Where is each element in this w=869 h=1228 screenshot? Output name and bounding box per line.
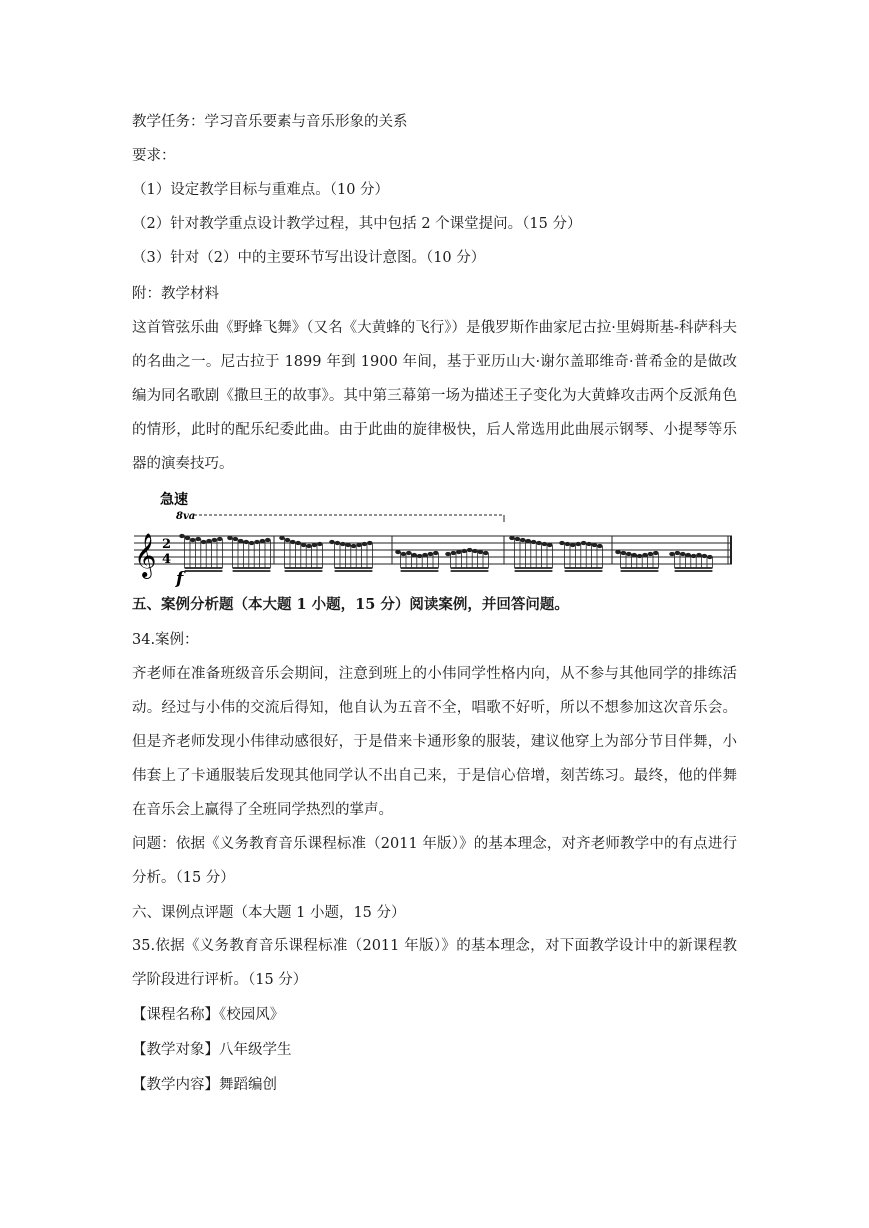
attachment-title: 附：教学材料	[132, 286, 219, 302]
note-head	[433, 551, 439, 555]
requirements-title: 要求：	[132, 148, 176, 164]
note-head	[217, 537, 223, 541]
note-head	[570, 543, 576, 547]
course-name: 【课程名称】《校园风》	[132, 1007, 285, 1023]
note-head	[461, 549, 467, 553]
note-head	[356, 543, 362, 547]
time-signature-top: 2	[162, 537, 172, 552]
note-head	[206, 539, 212, 543]
note-head	[279, 536, 285, 540]
note-head	[340, 542, 346, 546]
requirement-1: （1）设定教学目标与重难点。（10 分）	[132, 182, 390, 198]
note-head	[515, 537, 521, 541]
note-head	[696, 553, 702, 557]
question-34-label: 34.案例：	[132, 632, 199, 648]
ottava-marking: 8va	[176, 511, 196, 522]
note-head	[626, 552, 632, 556]
note-head	[190, 538, 196, 542]
note-head	[195, 537, 201, 541]
note-head	[680, 552, 686, 556]
note-head	[301, 543, 307, 547]
note-head	[520, 538, 526, 542]
note-head	[675, 551, 681, 555]
note-head	[401, 552, 407, 556]
course-target: 【教学对象】八年级学生	[132, 1042, 292, 1058]
note-head	[238, 539, 244, 543]
note-head	[367, 541, 373, 545]
requirement-2: （2）针对教学重点设计教学过程，其中包括 2 个课堂提问。（15 分）	[132, 216, 582, 232]
note-head	[559, 541, 565, 545]
note-head	[445, 552, 451, 556]
section-6-heading: 六、课例点评题（本大题 1 小题，15 分）	[132, 905, 406, 921]
note-head	[233, 537, 239, 541]
note-head	[335, 541, 341, 545]
note-head	[179, 534, 185, 538]
note-head	[472, 549, 478, 553]
note-head	[575, 542, 581, 546]
requirement-3: （3）针对（2）中的主要环节写出设计意图。（10 分）	[132, 250, 486, 266]
note-head	[406, 551, 412, 555]
note-head	[185, 536, 191, 540]
note-head	[451, 551, 457, 555]
note-head	[702, 554, 708, 558]
note-head	[467, 548, 473, 552]
dynamic-forte: f	[176, 569, 184, 588]
note-head	[290, 540, 296, 544]
question-35: 35.依据《义务教育音乐课程标准（2011 年版）》的基本理念，对下面教学设计中的新课程教学阶段进行评析。（15 分）	[132, 938, 737, 988]
note-groups	[179, 534, 712, 571]
material-paragraph: 这首管弦乐曲《野蜂飞舞》（又名《大黄蜂的飞行》）是俄罗斯作曲家尼古拉·里姆斯基-科萨科夫的名曲之一。尼古拉于 1899 年到 1900 年间，基于亚历山大·谢尔盖耶维奇·普希金的是做改编为同名歌剧《撒旦王的故事》。其中第三幕第一场为描述王子变化为大黄蜂攻击两个反派角色的情形，此时的配乐纪委此曲。由于此曲的旋律极快，后人常选用此曲展示钢琴、小提琴等乐器的演奏技巧。	[132, 320, 737, 472]
note-head	[653, 551, 659, 555]
note-head	[509, 536, 515, 540]
note-head	[542, 542, 548, 546]
note-head	[345, 543, 351, 547]
note-head	[536, 541, 542, 545]
note-head	[531, 540, 537, 544]
note-head	[317, 542, 323, 546]
note-head	[212, 538, 218, 542]
note-head	[243, 540, 249, 544]
note-head	[351, 544, 357, 548]
note-head	[581, 541, 587, 545]
time-signature-bottom: 4	[162, 552, 172, 567]
note-head	[637, 554, 643, 558]
note-head	[565, 542, 571, 546]
course-content: 【教学内容】舞蹈编创	[132, 1077, 277, 1093]
note-head	[597, 544, 603, 548]
note-head	[586, 542, 592, 546]
note-head	[260, 539, 266, 543]
note-head	[395, 550, 401, 554]
note-head	[201, 540, 207, 544]
teaching-task: 教学任务：学习音乐要素与音乐形象的关系	[132, 114, 408, 130]
note-head	[306, 544, 312, 548]
treble-clef-icon: 𝄞	[134, 533, 157, 577]
note-head	[478, 550, 484, 554]
note-head	[691, 554, 697, 558]
note-head	[642, 553, 648, 557]
note-head	[312, 543, 318, 547]
music-score	[132, 488, 737, 588]
note-head	[411, 553, 417, 557]
note-head	[422, 553, 428, 557]
note-head	[592, 543, 598, 547]
note-head	[615, 550, 621, 554]
note-head	[483, 551, 489, 555]
note-head	[329, 540, 335, 544]
note-head	[254, 540, 260, 544]
note-head	[417, 554, 423, 558]
note-head	[285, 538, 291, 542]
note-head	[547, 543, 553, 547]
tempo-marking: 急速	[160, 492, 188, 508]
note-head	[265, 538, 271, 542]
note-head	[227, 536, 233, 540]
note-head	[631, 553, 637, 557]
note-head	[648, 552, 654, 556]
section-5-heading: 五、案例分析题（本大题 1 小题，15 分）阅读案例，并回答问题。	[132, 596, 569, 613]
note-head	[295, 541, 301, 545]
question-34-case: 齐老师在准备班级音乐会期间，注意到班上的小伟同学性格内向，从不参与其他同学的排练活动。经过与小伟的交流后得知，他自认为五音不全，唱歌不好听，所以不想参加这次音乐会。但是齐老师发现小伟律动感很好，于是借来卡通形象的服装，建议他穿上为部分节目伴舞，小伟套上了卡通服装后发现其他同学认不出自己来，于是信心倍增，刻苦练习。最终，他的伴舞在音乐会上赢得了全班同学热烈的掌声。	[132, 666, 737, 818]
note-head	[428, 552, 434, 556]
note-head	[456, 550, 462, 554]
question-34-question: 问题：依据《义务教育音乐课程标准（2011 年版）》的基本理念，对齐老师教学中的有点进行分析。（15 分）	[132, 836, 737, 886]
note-head	[669, 552, 675, 556]
note-head	[249, 541, 255, 545]
note-head	[685, 553, 691, 557]
note-head	[525, 539, 531, 543]
note-head	[621, 551, 627, 555]
note-head	[707, 555, 713, 559]
note-head	[362, 542, 368, 546]
